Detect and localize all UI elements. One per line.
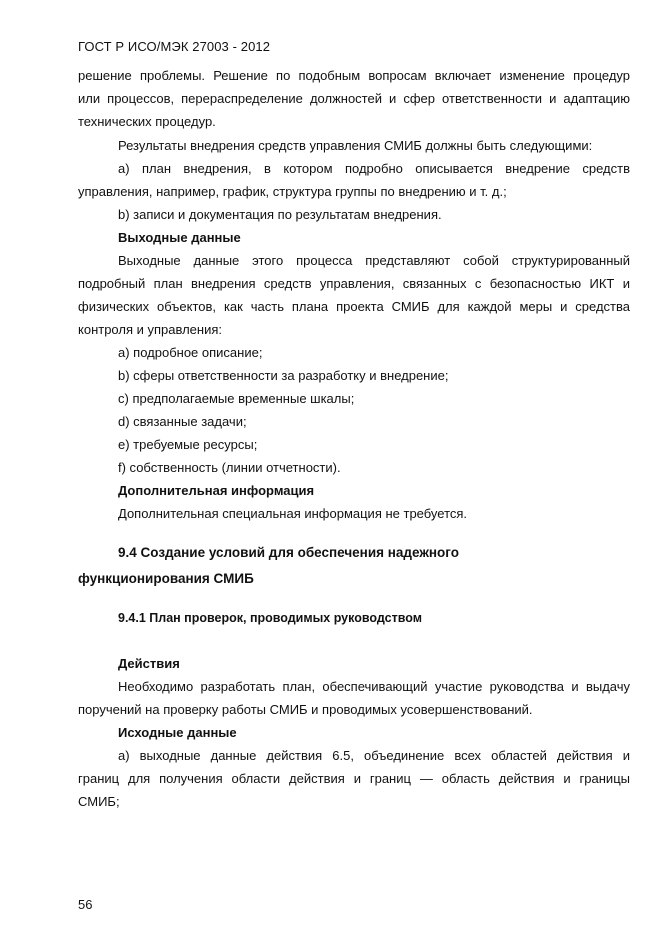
list-item: b) сферы ответственности за разработку и внедрение;: [118, 368, 449, 383]
text-line: Выходные данные этого процесса представляют собой структурированный: [118, 253, 630, 268]
text-line: или процессов, перераспределение должностей и сфер ответственности и адаптацию: [78, 91, 630, 106]
section-heading: функционирования СМИБ: [78, 571, 254, 586]
text-line: технических процедур.: [78, 114, 216, 129]
text-line: границ для получения области действия и границ — область действия и границы: [78, 771, 630, 786]
text-line: поручений на проверку работы СМИБ и проводимых усовершенствований.: [78, 702, 533, 717]
text-line: СМИБ;: [78, 794, 120, 809]
text-line: управления, например, график, структура группы по внедрению и т. д.;: [78, 184, 507, 199]
text-line: Результаты внедрения средств управления СМИБ должны быть следующими:: [118, 138, 593, 153]
list-item: а) выходные данные действия 6.5, объединение всех областей действия и: [118, 748, 630, 763]
section-subheading: Исходные данные: [118, 725, 237, 740]
list-item: f) собственность (линии отчетности).: [118, 460, 341, 475]
text-line: физических объектов, как часть плана проекта СМИБ для каждой меры и средства: [78, 299, 630, 314]
list-item: а) план внедрения, в котором подробно описывается внедрение средств: [118, 161, 630, 176]
subsection-heading: 9.4.1 План проверок, проводимых руководством: [118, 611, 422, 625]
list-item: e) требуемые ресурсы;: [118, 437, 258, 452]
list-item: а) подробное описание;: [118, 345, 263, 360]
text-line: решение проблемы. Решение по подобным вопросам включает изменение процедур: [78, 68, 630, 83]
list-item: b) записи и документация по результатам внедрения.: [118, 207, 442, 222]
list-item: c) предполагаемые временные шкалы;: [118, 391, 355, 406]
text-line: Необходимо разработать план, обеспечивающий участие руководства и выдачу: [118, 679, 630, 694]
section-subheading: Дополнительная информация: [118, 483, 315, 498]
section-subheading: Выходные данные: [118, 230, 241, 245]
text-line: контроля и управления:: [78, 322, 222, 337]
list-item: d) связанные задачи;: [118, 414, 247, 429]
page-number: 56: [78, 897, 93, 912]
document-header: ГОСТ Р ИСО/МЭК 27003 - 2012: [78, 39, 271, 54]
section-heading: 9.4 Создание условий для обеспечения надежного: [118, 545, 459, 560]
text-line: подробный план внедрения средств управления, связанных с безопасностью ИКТ и: [78, 276, 630, 291]
section-subheading: Действия: [118, 656, 180, 671]
text-line: Дополнительная специальная информация не требуется.: [118, 506, 468, 521]
